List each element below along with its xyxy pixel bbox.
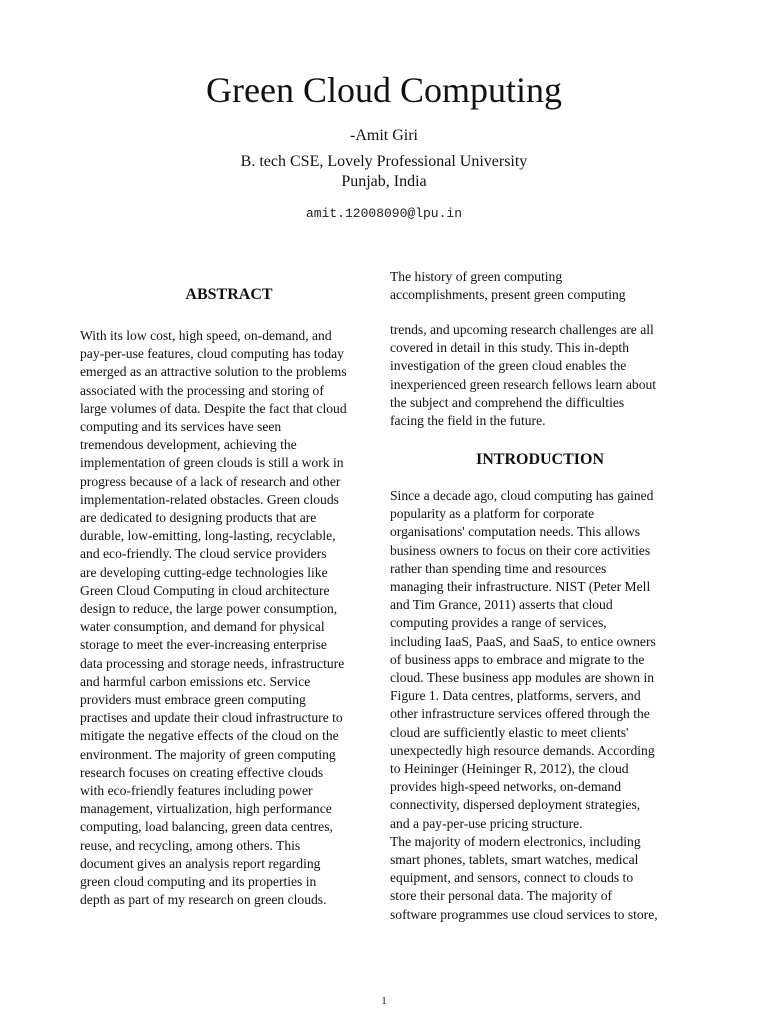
introduction-paragraph-2: The majority of modern electronics, including smart phones, tablets, smart watches, medical equipment, and sensors, connect to clouds to store their personal data. The majority of software programmes use cloud services to store, bbox=[390, 833, 658, 922]
page-number: 1 bbox=[381, 995, 387, 1007]
abstract-continuation-b-text: trends, and upcoming research challenges are all covered in detail in this study. This in-depth investigation of the green cloud enables the inexperienced green research fellows learn about the subject and comprehend the difficulties facing the field in the future. bbox=[390, 322, 657, 429]
affiliation-line-1: B. tech CSE, Lovely Professional University bbox=[240, 153, 528, 170]
abstract-continuation-b bbox=[390, 321, 690, 430]
author-affiliation bbox=[0, 152, 768, 192]
abstract-section bbox=[80, 285, 378, 305]
abstract-continuation-a-text: The history of green computing accomplishments, present green computing bbox=[390, 269, 626, 303]
abstract-text: With its low cost, high speed, on-demand, and pay-per-use features, cloud computing has today emerged as an attractive solution to the problems associated with the processing and storing of large volumes of data. Despite the fact that cloud computing and its services have seen tremendous development, achieving the implementation of green clouds is still a work in progress because of a lack of research and other implementation-related obstacles. Green clouds are dedicated to designing products that are durable, low-emitting, long-lasting, recyclable, and eco-friendly. The cloud service providers are developing cutting-edge technologies like Green Cloud Computing in cloud architecture design to reduce, the large power consumption, water consumption, and demand for physical storage to meet the ever-increasing enterprise data processing and storage needs, infrastructure and harmful carbon emissions etc. Service providers must embrace green computing practises and update their cloud infrastructure to mitigate the negative effects of the cloud on the environment. The majority of green computing research focuses on creating effective clouds with eco-friendly features including power management, virtualization, high performance computing, load balancing, green data centres, reuse, and recycling, among others. This document gives an analysis report regarding green cloud computing and its properties in depth as part of my research on green clouds. bbox=[80, 328, 347, 908]
author-name: -Amit Giri bbox=[350, 127, 418, 144]
introduction-heading: INTRODUCTION bbox=[475, 451, 604, 468]
abstract-continuation-a bbox=[390, 268, 690, 304]
author-email: amit.12008090@lpu.in bbox=[305, 206, 463, 221]
abstract-body bbox=[80, 327, 378, 910]
introduction-body bbox=[390, 487, 690, 924]
abstract-heading: ABSTRACT bbox=[185, 286, 273, 303]
affiliation-line-2: Punjab, India bbox=[341, 173, 427, 190]
introduction-paragraph-1: Since a decade ago, cloud computing has gained popularity as a platform for corporate organisations' computation needs. This allows business owners to focus on their core activities rather than spending time and resources managing their infrastructure. NIST (Peter Mell and Tim Grance, 2011) asserts that cloud computing provides a range of services, including IaaS, PaaS, and SaaS, to entice owners of business apps to embrace and migrate to the cloud. These business app modules are shown in Figure 1. Data centres, platforms, servers, and other infrastructure services offered through the cloud are sufficiently elastic to meet clients' unexpectedly high resource demands. According to Heininger (Heininger R, 2012), the cloud provides high-speed networks, on-demand connectivity, dispersed deployment strategies, and a pay-per-use pricing structure. bbox=[390, 488, 656, 831]
paper-title: Green Cloud Computing bbox=[206, 70, 562, 110]
introduction-section bbox=[390, 450, 690, 470]
